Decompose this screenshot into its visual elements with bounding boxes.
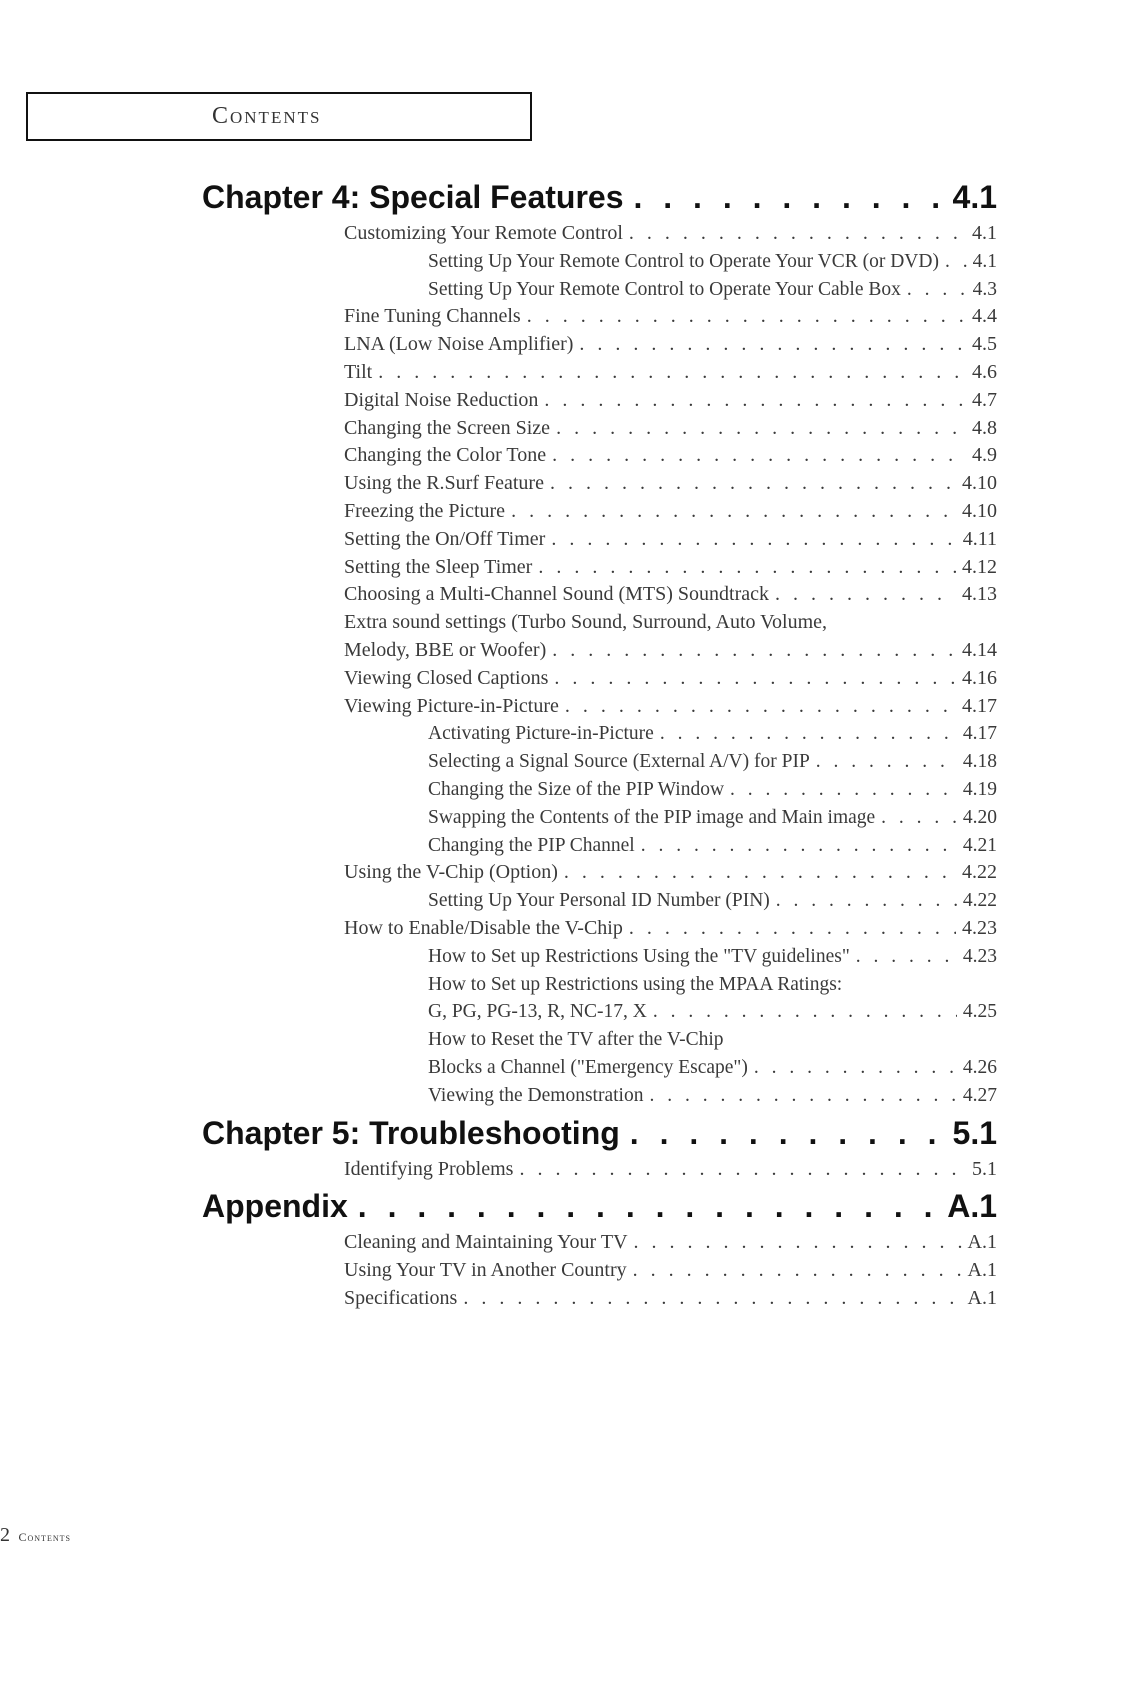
toc-entry-title: LNA (Low Noise Amplifier) [344, 333, 574, 356]
toc-leader-dots [358, 1183, 937, 1229]
toc-entry-row[interactable] [344, 470, 997, 498]
toc-page-number: 4.7 [972, 388, 997, 411]
toc-page-number: 4.8 [972, 416, 997, 439]
footer-page-number: 2 [0, 1524, 10, 1546]
toc-leader-dots [630, 1110, 943, 1156]
toc-page-number: 5.1 [952, 1114, 997, 1151]
toc-leader-dots [556, 415, 966, 443]
toc-entry-row[interactable] [344, 554, 997, 582]
toc-entry-row[interactable] [344, 581, 997, 609]
toc-entry-row[interactable] [344, 442, 997, 470]
toc-entry-title: Choosing a Multi-Channel Sound (MTS) Soundtrack [344, 583, 769, 606]
toc-entry-title: G, PG, PG-13, R, NC-17, X [428, 1001, 647, 1023]
toc-entry-row[interactable] [428, 1026, 997, 1054]
toc-leader-dots [641, 832, 957, 860]
toc-entry-title: Swapping the Contents of the PIP image and Main image [428, 806, 876, 828]
toc-entry-title: Viewing Closed Captions [344, 666, 549, 689]
toc-page-number: 4.12 [962, 555, 997, 578]
toc-page-number: 4.3 [972, 278, 997, 300]
toc-leader-dots [565, 693, 956, 721]
toc-entry-row[interactable] [428, 971, 997, 999]
toc-entry-title: Extra sound settings (Turbo Sound, Surround, Auto Volume, [344, 611, 827, 634]
toc-entry-row[interactable] [428, 776, 997, 804]
toc-leader-dots [653, 998, 957, 1026]
toc-entry-title: Fine Tuning Channels [344, 305, 521, 328]
toc-entry-title: Selecting a Signal Source (External A/V) for PIP [428, 751, 810, 773]
toc-entry-row[interactable] [344, 1229, 997, 1257]
toc-page-number: A.1 [967, 1286, 997, 1309]
toc-entry-row[interactable] [428, 943, 997, 971]
toc-page-number: 4.6 [972, 360, 997, 383]
toc-entry-row[interactable] [344, 331, 997, 359]
toc-entry-title: Changing the Size of the PIP Window [428, 778, 725, 800]
toc-entry-row[interactable] [344, 859, 997, 887]
toc-leader-dots [649, 1082, 956, 1110]
toc-page-number: 4.21 [962, 834, 997, 856]
toc-chapter-title: Chapter 4: Special Features [202, 179, 624, 215]
toc-page-number: 4.14 [962, 638, 997, 661]
toc-page-number: 4.25 [962, 1001, 997, 1023]
toc-entry-title: How to Set up Restrictions using the MPAA Ratings: [428, 973, 843, 995]
toc-entry-title: Identifying Problems [344, 1157, 514, 1180]
toc-page-number: 4.17 [962, 723, 997, 745]
toc-entry-row[interactable] [344, 915, 997, 943]
toc-entry-title: Cleaning and Maintaining Your TV [344, 1231, 628, 1254]
toc-entry-row[interactable] [344, 693, 997, 721]
toc-page-number: A.1 [967, 1259, 997, 1282]
toc-leader-dots [378, 359, 966, 387]
toc-page-number: 4.19 [962, 778, 997, 800]
toc-page-number: 4.13 [962, 583, 997, 606]
toc-page-number: 4.9 [972, 444, 997, 467]
toc-entry-row[interactable] [428, 276, 997, 304]
toc-page-number: 4.18 [962, 751, 997, 773]
page-title: Contents [212, 103, 322, 129]
toc-entry-row[interactable] [344, 1156, 997, 1184]
toc-entry-title: Setting Up Your Remote Control to Operate Your VCR (or DVD) [428, 250, 939, 272]
toc-page-number: 4.4 [972, 305, 997, 328]
toc-entry-row[interactable] [344, 665, 997, 693]
toc-entry-title: Using Your TV in Another Country [344, 1259, 627, 1282]
toc-entry-row[interactable] [428, 832, 997, 860]
toc-entry-row[interactable] [344, 609, 997, 637]
toc-entry-title: Setting Up Your Remote Control to Operate Your Cable Box [428, 278, 901, 300]
footer-label: Contents [18, 1530, 71, 1544]
toc-entry-title: Viewing Picture-in-Picture [344, 694, 559, 717]
toc-leader-dots [945, 248, 967, 276]
toc-page-number: 4.22 [962, 890, 997, 912]
toc-page-number: A.1 [967, 1231, 997, 1254]
toc-entry-title: Tilt [344, 360, 373, 383]
toc-entry-title: Changing the Screen Size [344, 416, 551, 439]
toc-entry-row[interactable] [344, 637, 997, 665]
toc-leader-dots [564, 859, 956, 887]
toc-entry-title: Setting Up Your Personal ID Number (PIN) [428, 890, 770, 912]
toc-page-number: 4.10 [962, 472, 997, 495]
toc-leader-dots [579, 331, 966, 359]
toc-entry-row[interactable] [344, 415, 997, 443]
toc-page-number: 4.22 [962, 861, 997, 884]
toc-leader-dots [552, 637, 956, 665]
toc-leader-dots [527, 303, 966, 331]
toc-entry-title: Activating Picture-in-Picture [428, 723, 654, 745]
toc-page-number: 4.16 [962, 666, 997, 689]
toc-entry-title: Specifications [344, 1286, 458, 1309]
toc-entry-title: Changing the PIP Channel [428, 834, 635, 856]
toc-leader-dots [816, 748, 957, 776]
toc-page-number: 4.1 [952, 179, 997, 215]
toc-entry-title: Setting the Sleep Timer [344, 555, 533, 578]
toc-entry-row[interactable] [428, 1082, 997, 1110]
toc-page-number: 4.26 [962, 1056, 997, 1078]
toc-entry-row[interactable] [344, 1257, 997, 1285]
toc-page-number: 5.1 [972, 1157, 997, 1180]
toc-entry-row[interactable] [428, 1054, 997, 1082]
toc-entry-title: How to Enable/Disable the V-Chip [344, 916, 623, 939]
toc-leader-dots [511, 498, 956, 526]
toc-page-number: 4.23 [962, 945, 997, 967]
toc-entry-title: Using the V-Chip (Option) [344, 861, 558, 884]
toc-leader-dots [463, 1285, 961, 1313]
toc-page-number: 4.27 [962, 1084, 997, 1106]
toc-leader-dots [544, 387, 966, 415]
toc-entry-row[interactable] [344, 526, 997, 554]
toc-chapter-row[interactable] [202, 174, 997, 220]
toc-leader-dots [634, 1229, 962, 1257]
toc-chapter-row[interactable] [202, 1110, 997, 1156]
toc-leader-dots [633, 1257, 962, 1285]
toc-page-number: 4.5 [972, 333, 997, 356]
toc-entry-row[interactable] [344, 498, 997, 526]
toc-chapter-row[interactable] [202, 1183, 997, 1229]
toc-leader-dots [629, 220, 966, 248]
toc-page-number: A.1 [947, 1188, 997, 1225]
toc-leader-dots [550, 470, 956, 498]
header-box [26, 92, 532, 141]
toc-entry-title: Digital Noise Reduction [344, 388, 539, 411]
toc-chapter-title: Chapter 5: Troubleshooting [202, 1114, 620, 1151]
toc-entry-row[interactable] [344, 303, 997, 331]
toc-leader-dots [554, 665, 956, 693]
toc-entry-row[interactable] [428, 887, 997, 915]
toc-entry-title: Setting the On/Off Timer [344, 527, 546, 550]
toc-entry-row[interactable] [344, 1285, 997, 1313]
toc-entry-row[interactable] [428, 748, 997, 776]
toc-chapter-title: Appendix [202, 1188, 348, 1225]
toc-entry-title: Blocks a Channel ("Emergency Escape") [428, 1056, 748, 1078]
toc-leader-dots [538, 554, 956, 582]
toc-page-number: 4.20 [962, 806, 997, 828]
toc-entry-row[interactable] [428, 720, 997, 748]
toc-leader-dots [551, 526, 956, 554]
toc-leader-dots [775, 581, 956, 609]
toc-page-number: 4.1 [972, 250, 997, 272]
toc-page-number: 4.11 [962, 527, 997, 550]
toc-entry-row[interactable] [428, 998, 997, 1026]
toc-leader-dots [552, 442, 966, 470]
toc-entry-title: Freezing the Picture [344, 499, 506, 522]
toc-entry-title: Melody, BBE or Woofer) [344, 638, 547, 661]
toc-entry-title: How to Reset the TV after the V-Chip [428, 1029, 724, 1051]
toc-leader-dots [629, 915, 956, 943]
toc-entry-row[interactable] [344, 359, 997, 387]
toc-leader-dots [660, 720, 957, 748]
toc-entry-row[interactable] [344, 387, 997, 415]
toc-leader-dots [776, 887, 957, 915]
toc-page-number: 4.17 [962, 694, 997, 717]
toc-entry-title: How to Set up Restrictions Using the "TV guidelines" [428, 945, 850, 967]
toc-leader-dots [519, 1156, 966, 1184]
toc-entry-title: Using the R.Surf Feature [344, 472, 544, 495]
toc-entry-title: Viewing the Demonstration [428, 1084, 644, 1106]
toc-leader-dots [881, 804, 957, 832]
toc-entry-row[interactable] [428, 248, 997, 276]
toc-entry-row[interactable] [344, 220, 997, 248]
toc-leader-dots [907, 276, 967, 304]
toc-leader-dots [856, 943, 957, 971]
toc-leader-dots [754, 1054, 957, 1082]
toc-leader-dots [633, 174, 942, 220]
toc-page-number: 4.1 [972, 222, 997, 244]
toc-entry-row[interactable] [428, 804, 997, 832]
table-of-contents [202, 174, 997, 1313]
toc-entry-title: Changing the Color Tone [344, 444, 547, 467]
toc-leader-dots [730, 776, 957, 804]
page-footer [0, 1524, 71, 1547]
toc-entry-title: Customizing Your Remote Control [344, 222, 623, 244]
toc-page-number: 4.23 [962, 916, 997, 939]
toc-page-number: 4.10 [962, 499, 997, 522]
